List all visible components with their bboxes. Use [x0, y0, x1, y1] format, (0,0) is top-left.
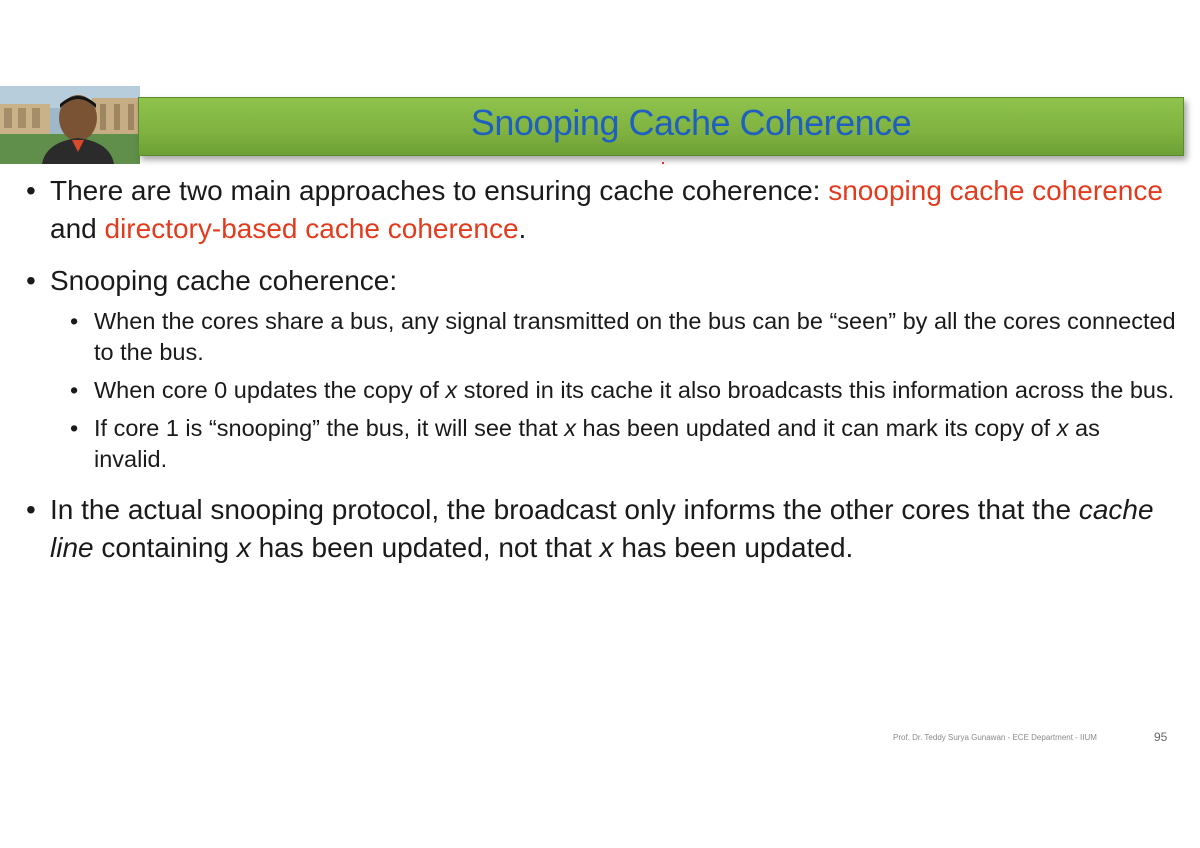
sub-bullet-text: When the cores share a bus, any signal transmitted on the bus can be “seen” by all the cores connected to the bus.: [94, 308, 1176, 365]
variable-x: x: [445, 377, 458, 403]
bullet-text: Snooping cache coherence:: [50, 265, 398, 296]
variable-x: x: [236, 532, 251, 563]
variable-x: x: [564, 415, 576, 441]
stray-mark: [662, 162, 664, 164]
sub-bullet-text: If core 1 is “snooping” the bus, it will see that: [94, 415, 565, 441]
slide-body: [26, 172, 1176, 567]
sub-bullet-core0-update: [26, 375, 1176, 406]
bullet-text: In the actual snooping protocol, the broadcast only informs the other cores that the: [50, 494, 1079, 525]
bullet-text: containing: [93, 532, 237, 563]
title-banner: [138, 97, 1184, 156]
sub-bullet-text: When core 0 updates the copy of: [94, 377, 446, 403]
term-cache-line: cache line: [50, 494, 1154, 563]
bullet-text: There are two main approaches to ensuring cache coherence:: [50, 175, 829, 206]
slide-title: Snooping Cache Coherence: [470, 102, 912, 143]
sub-bullet-text: as invalid.: [94, 415, 1100, 472]
sub-bullet-core1-snoop: [26, 413, 1176, 475]
sub-bullet-text: stored in its cache it also broadcasts this information across the bus.: [457, 377, 1175, 403]
footer-credit: Prof. Dr. Teddy Surya Gunawan - ECE Department - IIUM: [893, 733, 1097, 742]
bullet-approaches: [26, 172, 1176, 248]
highlight-snooping: snooping cache coherence: [828, 175, 1163, 206]
bullet-text: and: [50, 213, 105, 244]
bullet-text: .: [518, 213, 527, 244]
bullet-actual-protocol: [26, 491, 1176, 567]
variable-x: x: [1056, 415, 1069, 441]
bullet-snooping: [26, 262, 1176, 300]
sub-bullet-text: has been updated and it can mark its copy of: [575, 415, 1057, 441]
presenter-webcam: [0, 86, 140, 164]
page-number: 95: [1154, 730, 1168, 744]
highlight-directory: directory-based cache coherence: [104, 213, 519, 244]
variable-x: x: [599, 532, 614, 563]
bullet-text: has been updated.: [613, 532, 854, 563]
sub-bullet-shared-bus: [26, 306, 1176, 368]
bullet-text: has been updated, not that: [250, 532, 600, 563]
